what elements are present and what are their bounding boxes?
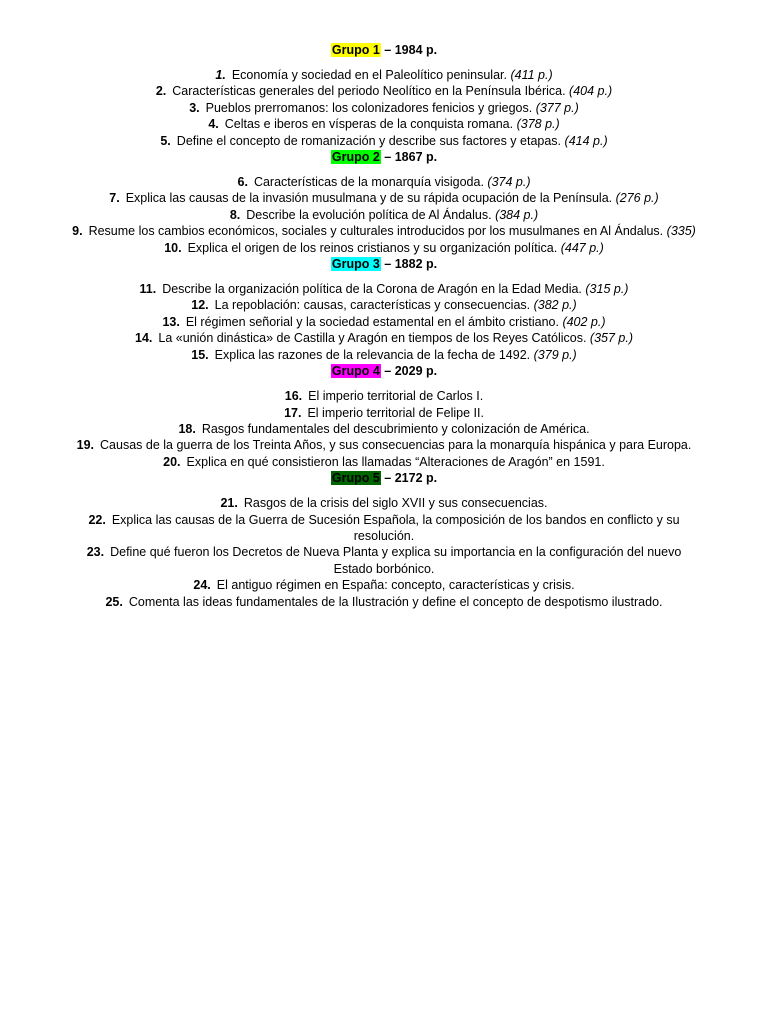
- question-number: 7.: [109, 191, 120, 206]
- question-text: Causas de la guerra de los Treinta Años, y sus consecuencias para la monarquía hispánica y para Europa.: [100, 438, 692, 453]
- question-list: [0, 174, 768, 256]
- group-label: Grupo 2: [331, 150, 380, 165]
- question-text: Resume los cambios económicos, sociales y culturales introducidos por los musulmanes en Al Ándalus.: [88, 224, 664, 239]
- question-item: [74, 281, 694, 297]
- group-page-count: – 2029 p.: [380, 364, 438, 379]
- group-label: Grupo 4: [331, 364, 380, 379]
- question-item: [74, 83, 694, 99]
- question-text: Características generales del periodo Neolítico en la Península Ibérica.: [172, 84, 566, 99]
- page-reference: (377 p.): [535, 100, 579, 115]
- question-number: 6.: [237, 175, 248, 190]
- question-item: [74, 512, 694, 545]
- group-label: Grupo 3: [331, 257, 380, 272]
- question-item: [74, 207, 694, 223]
- question-item: [74, 67, 694, 83]
- question-number: 8.: [229, 207, 241, 222]
- question-number: 4.: [208, 117, 219, 132]
- question-text: Explica en qué consistieron las llamadas “Alteraciones de Aragón” en 1591.: [186, 454, 605, 469]
- question-item: [74, 116, 694, 132]
- question-text: Explica las razones de la relevancia de la fecha de 1492.: [214, 347, 531, 362]
- page-reference: (404 p.): [569, 84, 613, 99]
- group-page-count: – 1867 p.: [380, 150, 438, 165]
- question-item: [74, 100, 694, 116]
- question-number: 12.: [191, 298, 209, 313]
- question-item: [74, 174, 694, 190]
- question-text: Describe la organización política de la Corona de Aragón en la Edad Media.: [162, 282, 582, 297]
- question-text: El régimen señorial y la sociedad estamental en el ámbito cristiano.: [185, 314, 559, 329]
- page-reference: (315 p.): [585, 282, 629, 297]
- question-item: [34, 594, 734, 610]
- question-text: La «unión dinástica» de Castilla y Aragón en tiempos de los Reyes Católicos.: [158, 331, 587, 346]
- question-number: 16.: [284, 389, 303, 404]
- question-item: [74, 577, 694, 593]
- question-list: [0, 67, 768, 149]
- page-reference: (357 p.): [589, 331, 633, 346]
- question-list: [0, 495, 768, 610]
- question-item: [74, 388, 694, 404]
- page-reference: (378 p.): [516, 117, 560, 132]
- group-page-count: – 1882 p.: [380, 257, 438, 272]
- question-item: [74, 297, 694, 313]
- page-reference: (374 p.): [487, 175, 531, 190]
- question-number: 3.: [189, 100, 200, 115]
- question-item: [74, 347, 694, 363]
- page-reference: (382 p.): [533, 298, 577, 313]
- question-item: [34, 223, 734, 239]
- question-number: 13.: [162, 314, 180, 329]
- question-text: Rasgos de la crisis del siglo XVII y sus consecuencias.: [243, 496, 548, 511]
- page-reference: (335): [666, 224, 696, 239]
- question-item: [34, 437, 734, 453]
- group-header: [0, 363, 768, 380]
- group-header: [0, 42, 768, 59]
- question-number: 1.: [215, 68, 226, 82]
- question-number: 25.: [105, 594, 123, 609]
- group-header: [0, 256, 768, 273]
- question-text: Define qué fueron los Decretos de Nueva Planta y explica su importancia en la configuración del nuevo Estado borbónico.: [110, 545, 682, 576]
- question-item: [74, 133, 694, 149]
- question-item: [74, 190, 694, 206]
- question-number: 14.: [135, 331, 153, 346]
- question-item: [74, 405, 694, 421]
- question-text: Define el concepto de romanización y describe sus factores y etapas.: [176, 133, 562, 148]
- question-number: 22.: [88, 512, 106, 527]
- question-number: 15.: [191, 347, 209, 362]
- question-text: El imperio territorial de Carlos I.: [308, 389, 484, 404]
- question-text: Características de la monarquía visigoda.: [253, 175, 484, 190]
- question-text: Economía y sociedad en el Paleolítico peninsular.: [231, 68, 507, 82]
- question-number: 23.: [86, 545, 105, 560]
- page-reference: (411 p.): [510, 68, 553, 82]
- page-reference: (379 p.): [533, 347, 577, 362]
- question-item: [74, 495, 694, 511]
- question-text: Describe la evolución política de Al Ándalus.: [246, 207, 492, 222]
- question-number: 24.: [193, 578, 211, 593]
- question-list: [0, 281, 768, 363]
- question-text: Comenta las ideas fundamentales de la Ilustración y define el concepto de despotismo ilustrado.: [128, 594, 663, 609]
- group-header: [0, 470, 768, 487]
- question-text: Pueblos prerromanos: los colonizadores fenicios y griegos.: [205, 100, 533, 115]
- question-number: 10.: [164, 240, 182, 255]
- question-item: [74, 314, 694, 330]
- question-text: El imperio territorial de Felipe II.: [307, 405, 484, 420]
- question-number: 20.: [163, 454, 181, 469]
- page-reference: (384 p.): [495, 207, 539, 222]
- question-number: 5.: [160, 133, 171, 148]
- page-reference: (414 p.): [564, 133, 608, 148]
- question-text: El antiguo régimen en España: concepto, características y crisis.: [216, 578, 575, 593]
- question-item: [74, 454, 694, 470]
- question-text: La repoblación: causas, características y consecuencias.: [214, 298, 531, 313]
- question-number: 21.: [220, 496, 238, 511]
- question-item: [74, 544, 694, 577]
- page-reference: (276 p.): [615, 191, 659, 206]
- page-reference: (447 p.): [560, 240, 604, 255]
- group-page-count: – 1984 p.: [380, 43, 438, 57]
- group-page-count: – 2172 p.: [380, 471, 438, 486]
- group-label: Grupo 1: [331, 43, 380, 57]
- question-text: Explica las causas de la invasión musulmana y de su rápida ocupación de la Península.: [125, 191, 613, 206]
- group-label: Grupo 5: [331, 471, 380, 486]
- question-text: Explica el origen de los reinos cristianos y su organización política.: [187, 240, 558, 255]
- question-number: 11.: [139, 282, 157, 297]
- question-number: 9.: [72, 224, 83, 239]
- question-number: 17.: [284, 405, 302, 420]
- question-item: [74, 330, 694, 346]
- question-number: 18.: [178, 421, 196, 436]
- question-number: 19.: [76, 438, 95, 453]
- question-text: Rasgos fundamentales del descubrimiento y colonización de América.: [201, 421, 590, 436]
- question-item: [74, 421, 694, 437]
- page-reference: (402 p.): [562, 314, 606, 329]
- question-text: Explica las causas de la Guerra de Sucesión Española, la composición de los bandos en conflicto y su resolución.: [111, 512, 680, 543]
- question-item: [74, 240, 694, 256]
- question-list: [0, 388, 768, 470]
- question-number: 2.: [155, 84, 167, 99]
- group-header: [0, 149, 768, 166]
- question-text: Celtas e iberos en vísperas de la conquista romana.: [224, 117, 514, 132]
